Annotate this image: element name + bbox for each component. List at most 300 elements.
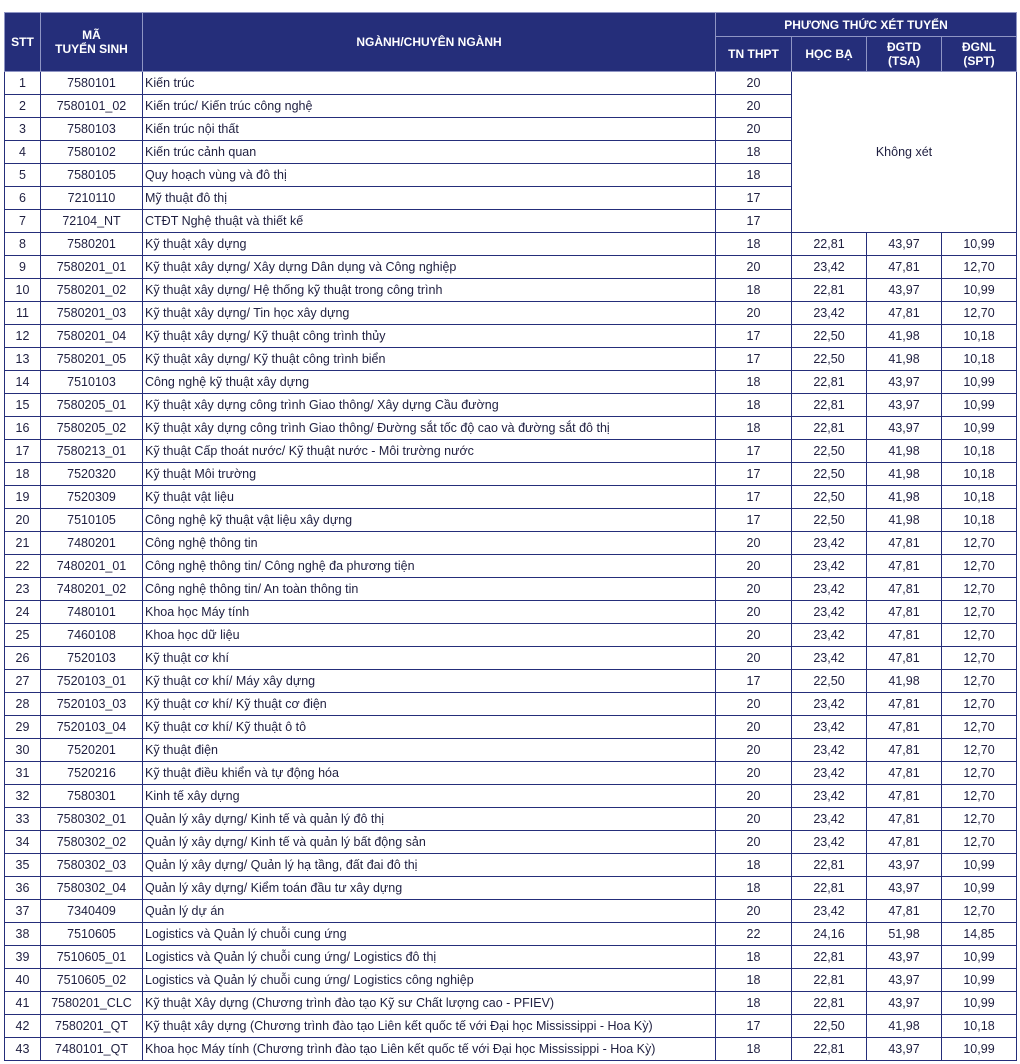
row-hoc-ba-score: 22,81 [792,969,867,992]
row-tn-thpt-score: 20 [716,256,792,279]
row-admission-code: 7580201_02 [41,279,143,302]
row-dgnl-score: 12,70 [942,624,1017,647]
table-row [5,555,1017,578]
row-admission-code: 7580201_04 [41,325,143,348]
row-major-name: Kỹ thuật Xây dựng (Chương trình đào tạo Kỹ sư Chất lượng cao - PFIEV) [143,992,716,1015]
row-dgnl-score: 10,99 [942,371,1017,394]
row-admission-code: 7480201_01 [41,555,143,578]
row-dgnl-score: 10,99 [942,394,1017,417]
row-hoc-ba-score: 22,50 [792,348,867,371]
row-admission-code: 7460108 [41,624,143,647]
row-dgtd-score: 47,81 [867,302,942,325]
row-major-name: Kiến trúc/ Kiến trúc công nghệ [143,95,716,118]
row-admission-code: 7510105 [41,509,143,532]
row-major-name: Kiến trúc nội thất [143,118,716,141]
row-stt: 3 [5,118,41,141]
row-admission-code: 7480101_QT [41,1038,143,1061]
row-hoc-ba-score: 22,81 [792,877,867,900]
row-stt: 28 [5,693,41,716]
row-tn-thpt-score: 20 [716,95,792,118]
row-dgtd-score: 41,98 [867,1015,942,1038]
table-row [5,785,1017,808]
row-major-name: Kỹ thuật xây dựng công trình Giao thông/ Xây dựng Cầu đường [143,394,716,417]
row-dgnl-score: 10,99 [942,233,1017,256]
row-stt: 43 [5,1038,41,1061]
row-admission-code: 7520201 [41,739,143,762]
row-hoc-ba-score: 22,50 [792,325,867,348]
row-hoc-ba-score: 23,42 [792,808,867,831]
table-row [5,647,1017,670]
row-dgtd-score: 43,97 [867,992,942,1015]
row-tn-thpt-score: 18 [716,877,792,900]
row-dgnl-score: 10,99 [942,279,1017,302]
row-hoc-ba-score: 22,81 [792,279,867,302]
header-major: NGÀNH/CHUYÊN NGÀNH [143,13,716,72]
table-row [5,624,1017,647]
row-stt: 23 [5,578,41,601]
row-tn-thpt-score: 20 [716,762,792,785]
row-admission-code: 7520103_01 [41,670,143,693]
row-hoc-ba-score: 23,42 [792,532,867,555]
row-hoc-ba-score: 23,42 [792,256,867,279]
table-row [5,808,1017,831]
row-stt: 35 [5,854,41,877]
header-dgnl-line1: ĐGNL [962,40,996,54]
row-admission-code: 7580105 [41,164,143,187]
row-hoc-ba-score: 23,42 [792,762,867,785]
row-stt: 25 [5,624,41,647]
row-dgtd-score: 43,97 [867,877,942,900]
row-dgtd-score: 43,97 [867,233,942,256]
row-major-name: Logistics và Quản lý chuỗi cung ứng [143,923,716,946]
row-stt: 2 [5,95,41,118]
table-row [5,532,1017,555]
row-stt: 22 [5,555,41,578]
row-tn-thpt-score: 20 [716,739,792,762]
row-dgtd-score: 41,98 [867,670,942,693]
row-hoc-ba-score: 23,42 [792,647,867,670]
row-major-name: Công nghệ kỹ thuật xây dựng [143,371,716,394]
row-hoc-ba-score: 22,50 [792,1015,867,1038]
row-major-name: Kỹ thuật xây dựng/ Kỹ thuật công trình biển [143,348,716,371]
row-admission-code: 7520103 [41,647,143,670]
row-stt: 38 [5,923,41,946]
row-tn-thpt-score: 18 [716,233,792,256]
row-dgnl-score: 12,70 [942,739,1017,762]
row-hoc-ba-score: 22,50 [792,486,867,509]
row-hoc-ba-score: 22,50 [792,440,867,463]
row-dgnl-score: 10,99 [942,854,1017,877]
row-dgnl-score: 12,70 [942,831,1017,854]
row-tn-thpt-score: 20 [716,624,792,647]
row-hoc-ba-score: 22,50 [792,463,867,486]
row-admission-code: 7580213_01 [41,440,143,463]
row-tn-thpt-score: 18 [716,394,792,417]
row-tn-thpt-score: 18 [716,279,792,302]
row-tn-thpt-score: 17 [716,509,792,532]
row-tn-thpt-score: 20 [716,532,792,555]
table-row [5,670,1017,693]
row-tn-thpt-score: 17 [716,486,792,509]
row-major-name: Kỹ thuật xây dựng/ Xây dựng Dân dụng và Công nghiệp [143,256,716,279]
row-admission-code: 7520103_04 [41,716,143,739]
row-major-name: Kỹ thuật xây dựng (Chương trình đào tạo Liên kết quốc tế với Đại học Mississippi - Hoa Kỳ) [143,1015,716,1038]
row-hoc-ba-score: 23,42 [792,624,867,647]
table-row [5,371,1017,394]
row-dgtd-score: 41,98 [867,486,942,509]
row-dgtd-score: 41,98 [867,463,942,486]
row-admission-code: 7580103 [41,118,143,141]
row-major-name: Kỹ thuật cơ khí/ Máy xây dựng [143,670,716,693]
row-dgnl-score: 10,99 [942,1038,1017,1061]
row-tn-thpt-score: 17 [716,325,792,348]
row-stt: 40 [5,969,41,992]
row-tn-thpt-score: 17 [716,210,792,233]
row-tn-thpt-score: 18 [716,969,792,992]
row-stt: 24 [5,601,41,624]
row-hoc-ba-score: 22,81 [792,417,867,440]
row-dgnl-score: 12,70 [942,900,1017,923]
row-dgtd-score: 43,97 [867,371,942,394]
row-major-name: Kỹ thuật điều khiển và tự động hóa [143,762,716,785]
table-row [5,854,1017,877]
row-dgnl-score: 12,70 [942,647,1017,670]
row-stt: 10 [5,279,41,302]
row-dgnl-score: 10,18 [942,509,1017,532]
row-tn-thpt-score: 20 [716,900,792,923]
row-stt: 26 [5,647,41,670]
row-hoc-ba-score: 23,42 [792,555,867,578]
row-dgnl-score: 10,99 [942,877,1017,900]
header-code-line1: MÃ [82,28,101,42]
row-tn-thpt-score: 18 [716,417,792,440]
row-hoc-ba-score: 23,42 [792,785,867,808]
row-dgnl-score: 12,70 [942,808,1017,831]
row-stt: 14 [5,371,41,394]
row-admission-code: 7210110 [41,187,143,210]
row-tn-thpt-score: 20 [716,831,792,854]
row-major-name: CTĐT Nghệ thuật và thiết kế [143,210,716,233]
row-admission-code: 7340409 [41,900,143,923]
row-admission-code: 7580201_QT [41,1015,143,1038]
table-row [5,279,1017,302]
table-row [5,302,1017,325]
row-major-name: Khoa học Máy tính (Chương trình đào tạo Liên kết quốc tế với Đại học Mississippi - Hoa Kỳ) [143,1038,716,1061]
row-dgnl-score: 12,70 [942,785,1017,808]
table-row [5,348,1017,371]
row-dgnl-score: 12,70 [942,693,1017,716]
row-major-name: Logistics và Quản lý chuỗi cung ứng/ Logistics đô thị [143,946,716,969]
row-major-name: Quản lý xây dựng/ Kinh tế và quản lý bất động sản [143,831,716,854]
header-tn-thpt: TN THPT [716,37,792,72]
row-tn-thpt-score: 17 [716,187,792,210]
row-admission-code: 7510605_02 [41,969,143,992]
row-major-name: Quản lý dự án [143,900,716,923]
row-major-name: Kỹ thuật xây dựng/ Hệ thống kỹ thuật trong công trình [143,279,716,302]
header-dgtd [867,37,942,72]
row-stt: 18 [5,463,41,486]
header-stt: STT [5,13,41,72]
row-major-name: Kiến trúc cảnh quan [143,141,716,164]
row-dgtd-score: 47,81 [867,785,942,808]
row-hoc-ba-score: 23,42 [792,578,867,601]
row-stt: 15 [5,394,41,417]
header-dgtd-line2: (TSA) [888,54,920,68]
row-dgnl-score: 12,70 [942,670,1017,693]
row-dgtd-score: 47,81 [867,831,942,854]
row-tn-thpt-score: 20 [716,693,792,716]
row-stt: 32 [5,785,41,808]
row-stt: 12 [5,325,41,348]
header-dgnl-line2: (SPT) [963,54,995,68]
table-row [5,440,1017,463]
row-dgnl-score: 12,70 [942,762,1017,785]
row-major-name: Mỹ thuật đô thị [143,187,716,210]
row-dgtd-score: 43,97 [867,417,942,440]
row-major-name: Quản lý xây dựng/ Quản lý hạ tầng, đất đai đô thị [143,854,716,877]
row-hoc-ba-score: 23,42 [792,716,867,739]
row-major-name: Kỹ thuật xây dựng công trình Giao thông/ Đường sắt tốc độ cao và đường sắt đô thị [143,417,716,440]
row-hoc-ba-score: 22,81 [792,233,867,256]
row-tn-thpt-score: 18 [716,371,792,394]
row-major-name: Khoa học dữ liệu [143,624,716,647]
row-dgnl-score: 10,99 [942,417,1017,440]
row-admission-code: 7580101_02 [41,95,143,118]
table-row [5,486,1017,509]
row-stt: 1 [5,72,41,95]
row-stt: 9 [5,256,41,279]
row-dgnl-score: 10,99 [942,946,1017,969]
row-stt: 30 [5,739,41,762]
table-row [5,325,1017,348]
row-major-name: Logistics và Quản lý chuỗi cung ứng/ Logistics công nghiệp [143,969,716,992]
row-hoc-ba-score: 23,42 [792,601,867,624]
row-admission-code: 7580102 [41,141,143,164]
row-dgtd-score: 41,98 [867,440,942,463]
row-tn-thpt-score: 17 [716,440,792,463]
table-row [5,72,1017,95]
table-row [5,992,1017,1015]
row-admission-code: 7480201_02 [41,578,143,601]
row-dgtd-score: 41,98 [867,348,942,371]
row-dgtd-score: 43,97 [867,854,942,877]
row-dgnl-score: 10,18 [942,440,1017,463]
row-admission-code: 7580201_01 [41,256,143,279]
row-dgtd-score: 47,81 [867,762,942,785]
row-dgtd-score: 41,98 [867,325,942,348]
row-dgnl-score: 10,18 [942,463,1017,486]
row-major-name: Công nghệ thông tin/ Công nghệ đa phương tiện [143,555,716,578]
row-stt: 42 [5,1015,41,1038]
row-dgtd-score: 43,97 [867,394,942,417]
row-major-name: Công nghệ kỹ thuật vật liệu xây dựng [143,509,716,532]
row-major-name: Kỹ thuật Môi trường [143,463,716,486]
row-tn-thpt-score: 20 [716,578,792,601]
header-dgtd-line1: ĐGTD [887,40,921,54]
row-tn-thpt-score: 20 [716,716,792,739]
row-major-name: Quản lý xây dựng/ Kiểm toán đầu tư xây dựng [143,877,716,900]
row-dgtd-score: 47,81 [867,532,942,555]
row-tn-thpt-score: 18 [716,164,792,187]
row-admission-code: 7520216 [41,762,143,785]
header-admission-methods: PHƯƠNG THỨC XÉT TUYỂN [716,13,1017,37]
row-stt: 34 [5,831,41,854]
row-stt: 6 [5,187,41,210]
row-admission-code: 7580201 [41,233,143,256]
row-tn-thpt-score: 18 [716,1038,792,1061]
row-stt: 4 [5,141,41,164]
row-hoc-ba-score: 22,81 [792,1038,867,1061]
row-admission-code: 7480101 [41,601,143,624]
row-major-name: Kỹ thuật cơ khí/ Kỹ thuật cơ điện [143,693,716,716]
row-major-name: Kiến trúc [143,72,716,95]
row-stt: 39 [5,946,41,969]
row-stt: 17 [5,440,41,463]
row-admission-code: 7580302_02 [41,831,143,854]
table-row [5,509,1017,532]
row-admission-code: 7580205_02 [41,417,143,440]
row-dgtd-score: 43,97 [867,279,942,302]
table-row [5,1015,1017,1038]
admission-score-table [4,12,1017,1061]
row-admission-code: 7510605 [41,923,143,946]
row-stt: 8 [5,233,41,256]
row-hoc-ba-score: 22,50 [792,509,867,532]
table-row [5,256,1017,279]
row-stt: 37 [5,900,41,923]
not-considered-cell: Không xét [792,72,1017,233]
row-dgnl-score: 12,70 [942,578,1017,601]
row-dgtd-score: 47,81 [867,739,942,762]
row-stt: 16 [5,417,41,440]
row-dgnl-score: 12,70 [942,256,1017,279]
table-row [5,601,1017,624]
row-stt: 11 [5,302,41,325]
row-stt: 5 [5,164,41,187]
row-dgnl-score: 12,70 [942,555,1017,578]
row-stt: 31 [5,762,41,785]
table-row [5,233,1017,256]
row-stt: 7 [5,210,41,233]
row-hoc-ba-score: 23,42 [792,739,867,762]
table-body [5,72,1017,1061]
row-major-name: Kỹ thuật vật liệu [143,486,716,509]
row-stt: 20 [5,509,41,532]
row-admission-code: 7580302_03 [41,854,143,877]
row-dgtd-score: 47,81 [867,578,942,601]
header-admission-code [41,13,143,72]
row-tn-thpt-score: 20 [716,555,792,578]
row-hoc-ba-score: 22,81 [792,394,867,417]
row-admission-code: 7520103_03 [41,693,143,716]
row-major-name: Kỹ thuật cơ khí/ Kỹ thuật ô tô [143,716,716,739]
row-hoc-ba-score: 23,42 [792,693,867,716]
row-dgtd-score: 47,81 [867,647,942,670]
row-stt: 13 [5,348,41,371]
table-row [5,716,1017,739]
table-row [5,578,1017,601]
table-row [5,969,1017,992]
row-tn-thpt-score: 20 [716,647,792,670]
row-dgtd-score: 43,97 [867,1038,942,1061]
row-admission-code: 72104_NT [41,210,143,233]
table-row [5,693,1017,716]
row-tn-thpt-score: 20 [716,808,792,831]
row-tn-thpt-score: 20 [716,72,792,95]
row-dgnl-score: 10,18 [942,348,1017,371]
row-admission-code: 7580302_04 [41,877,143,900]
header-code-line2: TUYỂN SINH [55,42,128,56]
row-tn-thpt-score: 17 [716,348,792,371]
row-stt: 33 [5,808,41,831]
row-dgtd-score: 47,81 [867,555,942,578]
row-dgtd-score: 47,81 [867,624,942,647]
row-major-name: Công nghệ thông tin/ An toàn thông tin [143,578,716,601]
row-major-name: Quy hoạch vùng và đô thị [143,164,716,187]
row-major-name: Kỹ thuật xây dựng/ Kỹ thuật công trình thủy [143,325,716,348]
row-dgtd-score: 47,81 [867,808,942,831]
row-admission-code: 7510103 [41,371,143,394]
row-stt: 19 [5,486,41,509]
table-row [5,1038,1017,1061]
row-hoc-ba-score: 22,81 [792,992,867,1015]
header-dgnl [942,37,1017,72]
row-dgnl-score: 10,18 [942,325,1017,348]
row-major-name: Kỹ thuật Cấp thoát nước/ Kỹ thuật nước - Môi trường nước [143,440,716,463]
row-tn-thpt-score: 20 [716,118,792,141]
table-row [5,739,1017,762]
row-dgnl-score: 14,85 [942,923,1017,946]
row-dgtd-score: 41,98 [867,509,942,532]
row-dgtd-score: 47,81 [867,900,942,923]
row-major-name: Kinh tế xây dựng [143,785,716,808]
row-stt: 27 [5,670,41,693]
table-row [5,900,1017,923]
row-dgtd-score: 51,98 [867,923,942,946]
row-tn-thpt-score: 17 [716,1015,792,1038]
row-hoc-ba-score: 23,42 [792,831,867,854]
row-dgnl-score: 12,70 [942,302,1017,325]
row-major-name: Khoa học Máy tính [143,601,716,624]
row-hoc-ba-score: 22,81 [792,946,867,969]
row-tn-thpt-score: 18 [716,992,792,1015]
row-admission-code: 7520320 [41,463,143,486]
row-admission-code: 7580101 [41,72,143,95]
row-tn-thpt-score: 18 [716,141,792,164]
table-row [5,831,1017,854]
row-hoc-ba-score: 22,81 [792,371,867,394]
row-dgtd-score: 47,81 [867,716,942,739]
row-major-name: Kỹ thuật cơ khí [143,647,716,670]
row-tn-thpt-score: 17 [716,670,792,693]
table-row [5,923,1017,946]
row-dgtd-score: 47,81 [867,601,942,624]
row-admission-code: 7580201_CLC [41,992,143,1015]
row-tn-thpt-score: 20 [716,785,792,808]
row-stt: 41 [5,992,41,1015]
row-major-name: Kỹ thuật điện [143,739,716,762]
row-admission-code: 7580301 [41,785,143,808]
row-tn-thpt-score: 20 [716,601,792,624]
table-row [5,877,1017,900]
table-row [5,762,1017,785]
row-dgnl-score: 10,18 [942,486,1017,509]
row-dgnl-score: 10,18 [942,1015,1017,1038]
row-stt: 29 [5,716,41,739]
header-hoc-ba: HỌC BẠ [792,37,867,72]
row-dgnl-score: 12,70 [942,716,1017,739]
row-stt: 21 [5,532,41,555]
